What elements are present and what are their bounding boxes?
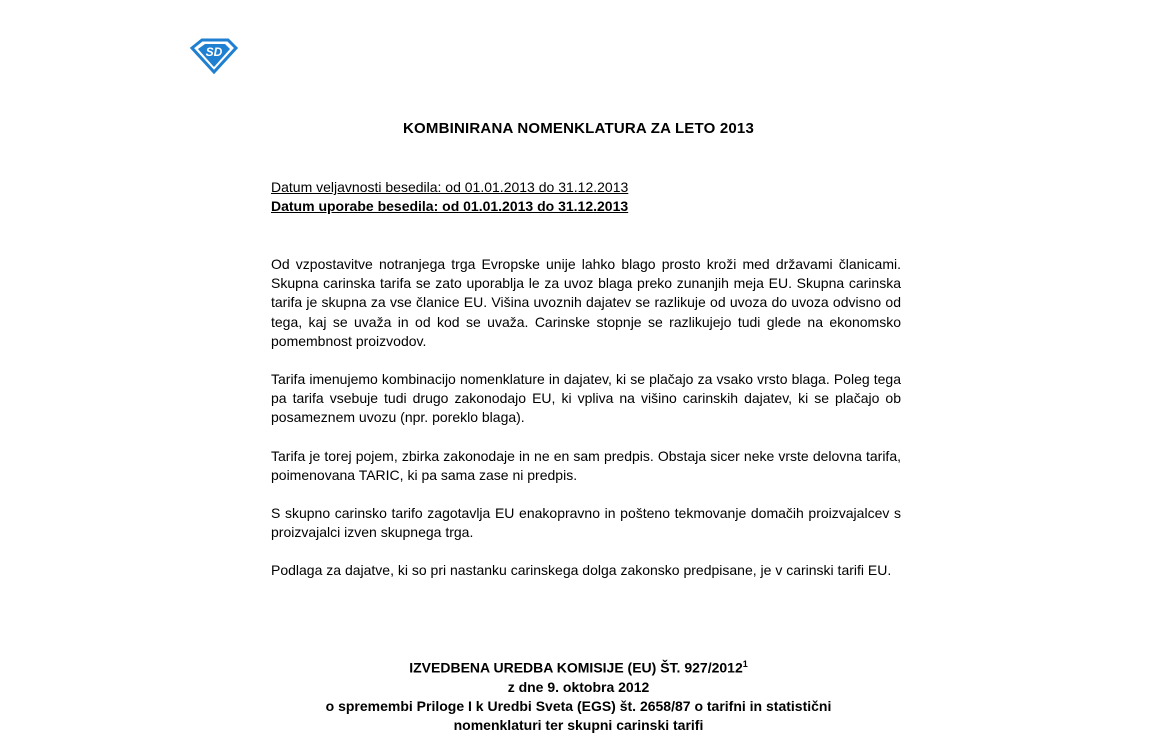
page-title: KOMBINIRANA NOMENKLATURA ZA LETO 2013 xyxy=(402,120,755,137)
logo-lettering: SD xyxy=(205,45,223,59)
regulation-title xyxy=(0,655,1157,678)
paragraph: S skupno carinsko tarifo zagotavlja EU enakopravno in pošteno tekmovanje domačih proizvajalcev s proizvajalci izven skupnega trga. xyxy=(271,505,901,541)
paragraph: Od vzpostavitve notranjega trga Evropske unije lahko blago prosto kroži med državami članicami. Skupna carinska tarifa se zato uporablja le za uvoz blaga preko zunanjih meja EU. Skupna carinska tarifa je skupna za vse članice EU. Višina uvoznih dajatev se razlikuje od uvoza do uvoza odvisno od tega, kaj se uvaža in od kod se uvaža. Carinske stopnje se razlikujejo tudi glede na ekonomsko pomembnost proizvodov. xyxy=(271,256,901,349)
company-logo xyxy=(188,36,240,76)
paragraph: Tarifa imenujemo kombinacijo nomenklature in dajatev, ki se plačajo za vsako vrsto blaga. Poleg tega pa tarifa vsebuje tudi drugo zakonodajo EU, ki vpliva na višino carinskih dajatev, ki se plačajo ob posameznem uvozu (npr. poreklo blaga). xyxy=(271,371,901,426)
paragraph: Podlaga za dajatve, ki so pri nastanku carinskega dolga zakonsko predpisane, je v carinski tarifi EU. xyxy=(271,562,892,579)
regulation-subject-line1: o spremembi Priloge I k Uredbi Sveta (EGS) št. 2658/87 o tarifni in statistični xyxy=(325,697,832,714)
body-text xyxy=(271,255,901,600)
regulation-number: IZVEDBENA UREDBA KOMISIJE (EU) ŠT. 927/2012 xyxy=(409,659,743,676)
paragraph: Tarifa je torej pojem, zbirka zakonodaje in ne en sam predpis. Obstaja sicer neke vrste delovna tarifa, poimenovana TARIC, ki pa sama zase ni predpis. xyxy=(271,447,901,483)
usage-date: Datum uporabe besedila: od 01.01.2013 do 31.12.2013 xyxy=(271,198,629,214)
footnote-marker: 1 xyxy=(742,659,748,669)
date-block xyxy=(271,178,628,216)
regulation-heading xyxy=(0,655,1157,735)
regulation-date: z dne 9. oktobra 2012 xyxy=(507,678,650,695)
regulation-subject-line2: nomenklaturi ter skupni carinski tarifi xyxy=(453,716,704,733)
validity-date: Datum veljavnosti besedila: od 01.01.2013 do 31.12.2013 xyxy=(271,179,629,195)
